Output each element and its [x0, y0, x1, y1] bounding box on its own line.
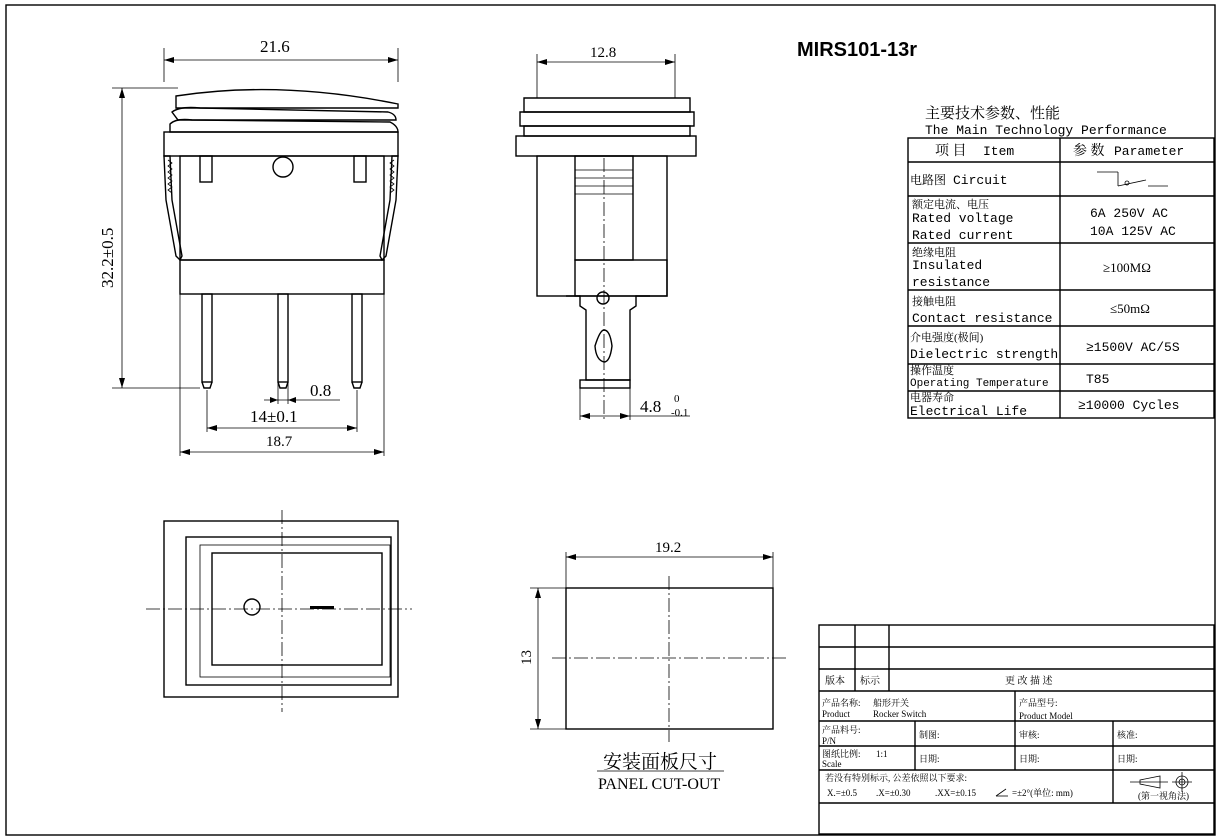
dim-tol-upper: 0	[674, 393, 680, 405]
col-item-en: Item	[983, 144, 1015, 159]
tb-projection: (第一视角法)	[1138, 791, 1189, 801]
tb-tolerance-note: 若没有特别标示, 公差依照以下要求:	[825, 773, 968, 783]
row-rated-value2: 10A 125V AC	[1090, 224, 1176, 239]
tb-pn-cn: 产品料号:	[822, 725, 861, 735]
tb-product-model-en: Product Model	[1019, 711, 1073, 721]
col-param-en: Parameter	[1114, 144, 1185, 159]
tb-tol-angle: =±2°(单位: mm)	[1012, 788, 1073, 798]
row-contact-en: Contact resistance	[912, 311, 1053, 326]
tb-date1: 日期:	[919, 754, 940, 764]
tb-mark: 标示	[860, 676, 880, 687]
cutout-label-cn: 安装面板尺寸	[603, 752, 718, 773]
tb-version: 版本	[825, 676, 845, 687]
col-param-cn: 参 数	[1073, 144, 1105, 159]
row-rated-cn: 额定电流、电压	[912, 199, 989, 211]
dim-pin-width: 0.8	[310, 381, 332, 400]
row-circuit-cn: 电路图	[910, 173, 947, 187]
side-view	[516, 45, 696, 420]
tb-tol-xx: .X=±0.30	[876, 788, 911, 798]
row-contact-cn: 接触电阻	[912, 296, 956, 308]
tb-tol-x: X.=±0.5	[827, 788, 858, 798]
row-life-value: ≥10000 Cycles	[1078, 398, 1180, 413]
spec-table	[908, 105, 1214, 419]
row-insulated-cn: 绝缘电阻	[912, 247, 956, 259]
row-insulated-en2: resistance	[912, 275, 991, 290]
dim-tol-lower: -0.1	[671, 407, 689, 419]
tb-date2: 日期:	[1019, 754, 1040, 764]
tb-scale-cn: 图纸比例:	[822, 749, 861, 759]
dim-pin-pitch: 14±0.1	[250, 407, 298, 426]
row-life-cn: 电器寿命	[910, 392, 954, 404]
circuit-symbol-icon	[1097, 172, 1168, 186]
spec-heading-cn: 主要技术参数、性能	[925, 106, 1061, 122]
dim-height: 32.2±0.5	[98, 227, 117, 288]
spec-heading-en: The Main Technology Performance	[925, 123, 1167, 138]
row-insulated-value: ≥100MΩ	[1103, 260, 1151, 275]
row-dielectric-cn: 介电强度(极间)	[910, 332, 984, 344]
dim-base-width: 18.7	[266, 434, 293, 450]
tb-tol-xxx: .XX=±0.15	[935, 788, 977, 798]
row-rated-en: Rated voltage	[912, 211, 1014, 226]
top-view	[146, 510, 412, 712]
row-dielectric-en: Dielectric strength	[910, 347, 1059, 362]
row-temp-cn: 操作温度	[910, 365, 954, 377]
tb-drawn: 制图:	[919, 730, 940, 740]
row-contact-value: ≤50mΩ	[1110, 301, 1150, 316]
tb-scale-en: Scale	[822, 759, 842, 769]
tb-approved: 核准:	[1117, 730, 1138, 740]
angle-icon	[996, 789, 1008, 796]
tb-reviewed: 审核:	[1019, 730, 1040, 740]
tb-product-name-value-cn: 船形开关	[873, 698, 910, 708]
row-rated-en2: Rated current	[912, 228, 1014, 243]
dim-cutout-width: 19.2	[655, 540, 682, 556]
dim-side-width: 12.8	[590, 45, 617, 61]
row-rated-value: 6A 250V AC	[1090, 206, 1169, 221]
projection-symbol-icon	[1130, 772, 1192, 792]
col-item-cn: 项 目	[935, 144, 967, 159]
title-block	[819, 625, 1214, 834]
tb-product-model-cn: 产品型号:	[1019, 698, 1058, 708]
dim-width-top: 21.6	[260, 37, 290, 56]
row-insulated-en: Insulated	[912, 258, 983, 273]
tb-pn-en: P/N	[822, 736, 837, 746]
panel-cutout	[519, 540, 786, 793]
row-temp-value: T85	[1086, 372, 1110, 387]
tb-date3: 日期:	[1117, 754, 1138, 764]
row-dielectric-value: ≥1500V AC/5S	[1086, 340, 1180, 355]
tb-scale-value: 1:1	[876, 749, 888, 759]
tb-product-name-cn: 产品名称:	[822, 698, 861, 708]
cutout-label-en: PANEL CUT-OUT	[598, 776, 721, 793]
row-life-en: Electrical Life	[910, 404, 1028, 419]
tb-product-name-value-en: Rocker Switch	[873, 709, 927, 719]
dim-terminal-width: 4.8	[640, 397, 662, 416]
row-temp-en: Operating Temperature	[910, 378, 1049, 390]
tb-product-name-en: Product	[822, 709, 850, 719]
model-title: MIRS101-13r	[797, 39, 918, 61]
row-circuit-en: Circuit	[953, 173, 1008, 188]
dim-cutout-height: 13	[519, 650, 535, 665]
tb-change-desc: 更 改 描 述	[1005, 676, 1053, 687]
front-view	[98, 37, 398, 456]
